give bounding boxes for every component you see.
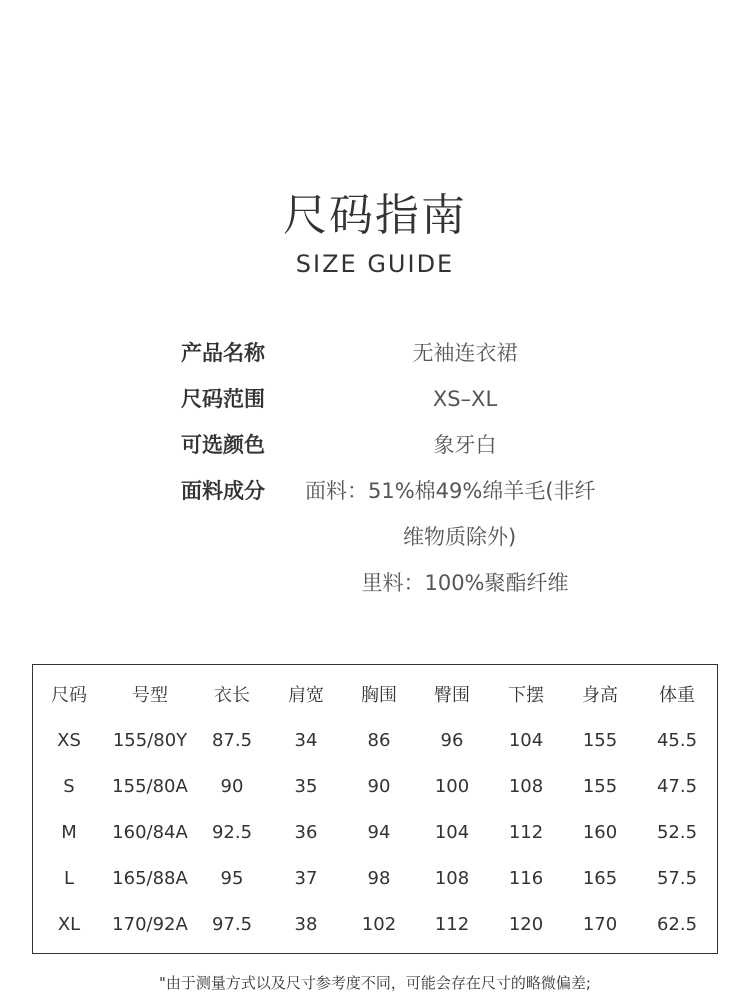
table-cell: 155 (582, 775, 618, 797)
header-length: 衣长 (214, 685, 250, 706)
table-cell: 35 (294, 775, 318, 797)
table-cell: 112 (434, 913, 470, 935)
header-height: 身高 (582, 685, 618, 706)
table-row (33, 855, 717, 901)
table-row (33, 717, 717, 763)
table-cell: 155/80Y (112, 729, 188, 751)
table-cell: 104 (434, 821, 470, 843)
product-name-label: 产品名称 (181, 341, 265, 365)
table-cell: 34 (294, 729, 318, 751)
table-cell: 165 (582, 867, 618, 889)
color-options-label: 可选颜色 (181, 433, 265, 457)
header-hip: 臀围 (434, 685, 470, 706)
table-cell: 86 (367, 729, 391, 751)
table-cell: 108 (508, 775, 544, 797)
fabric-lining: 里料：100%聚酯纤维 (361, 571, 569, 595)
table-header-row (33, 671, 717, 717)
table-cell: XS (57, 729, 81, 751)
size-range-label: 尺码范围 (181, 387, 265, 411)
fabric-label: 面料成分 (181, 479, 265, 503)
table-cell: 112 (508, 821, 544, 843)
table-cell: 90 (220, 775, 244, 797)
table-cell: 116 (508, 867, 544, 889)
table-cell: 57.5 (656, 867, 698, 889)
table-cell: 155 (582, 729, 618, 751)
table-cell: 87.5 (211, 729, 253, 751)
table-cell: 92.5 (211, 821, 253, 843)
header-size: 尺码 (51, 685, 87, 706)
page-title: 尺码指南 (283, 190, 467, 241)
table-row (33, 901, 717, 947)
table-cell: 45.5 (656, 729, 698, 751)
table-cell: 37 (294, 867, 318, 889)
fabric-outer-line-2: 维物质除外) (403, 525, 517, 549)
fabric-outer-line-1: 面料：51%棉49%绵羊毛(非纤 (305, 479, 596, 503)
table-cell: 96 (440, 729, 464, 751)
header-weight: 体重 (659, 685, 695, 706)
table-cell: 102 (361, 913, 397, 935)
table-row (33, 763, 717, 809)
table-cell: L (63, 867, 75, 889)
table-cell: 95 (220, 867, 244, 889)
table-row (33, 809, 717, 855)
header-fit-code: 号型 (132, 685, 168, 706)
table-cell: 52.5 (656, 821, 698, 843)
table-cell: XL (57, 913, 81, 935)
table-cell: 104 (508, 729, 544, 751)
table-cell: 47.5 (656, 775, 698, 797)
table-cell: 170 (582, 913, 618, 935)
color-options-value: 象牙白 (433, 433, 497, 457)
table-cell: 36 (294, 821, 318, 843)
table-cell: M (61, 821, 77, 843)
table-cell: 98 (367, 867, 391, 889)
table-cell: 165/88A (112, 867, 188, 889)
header-hem: 下摆 (508, 685, 544, 706)
table-cell: 62.5 (656, 913, 698, 935)
product-name-value: 无袖连衣裙 (412, 341, 518, 365)
table-cell: 160 (582, 821, 618, 843)
table-cell: 97.5 (211, 913, 253, 935)
table-cell: 170/92A (112, 913, 188, 935)
size-range-value: XS–XL (432, 387, 498, 411)
table-cell: 94 (367, 821, 391, 843)
header-bust: 胸围 (361, 685, 397, 706)
table-cell: 100 (434, 775, 470, 797)
table-cell: 90 (367, 775, 391, 797)
table-cell: 108 (434, 867, 470, 889)
table-cell: 38 (294, 913, 318, 935)
table-cell: 160/84A (112, 821, 188, 843)
measurement-note: "由于测量方式以及尺寸参考度不同，可能会存在尺寸的略微偏差; (159, 974, 591, 992)
table-cell: 155/80A (112, 775, 188, 797)
page-subtitle: SIZE GUIDE (295, 250, 455, 278)
table-cell: S (63, 775, 75, 797)
size-table (32, 664, 718, 954)
table-cell: 120 (508, 913, 544, 935)
header-shoulder: 肩宽 (288, 685, 324, 706)
